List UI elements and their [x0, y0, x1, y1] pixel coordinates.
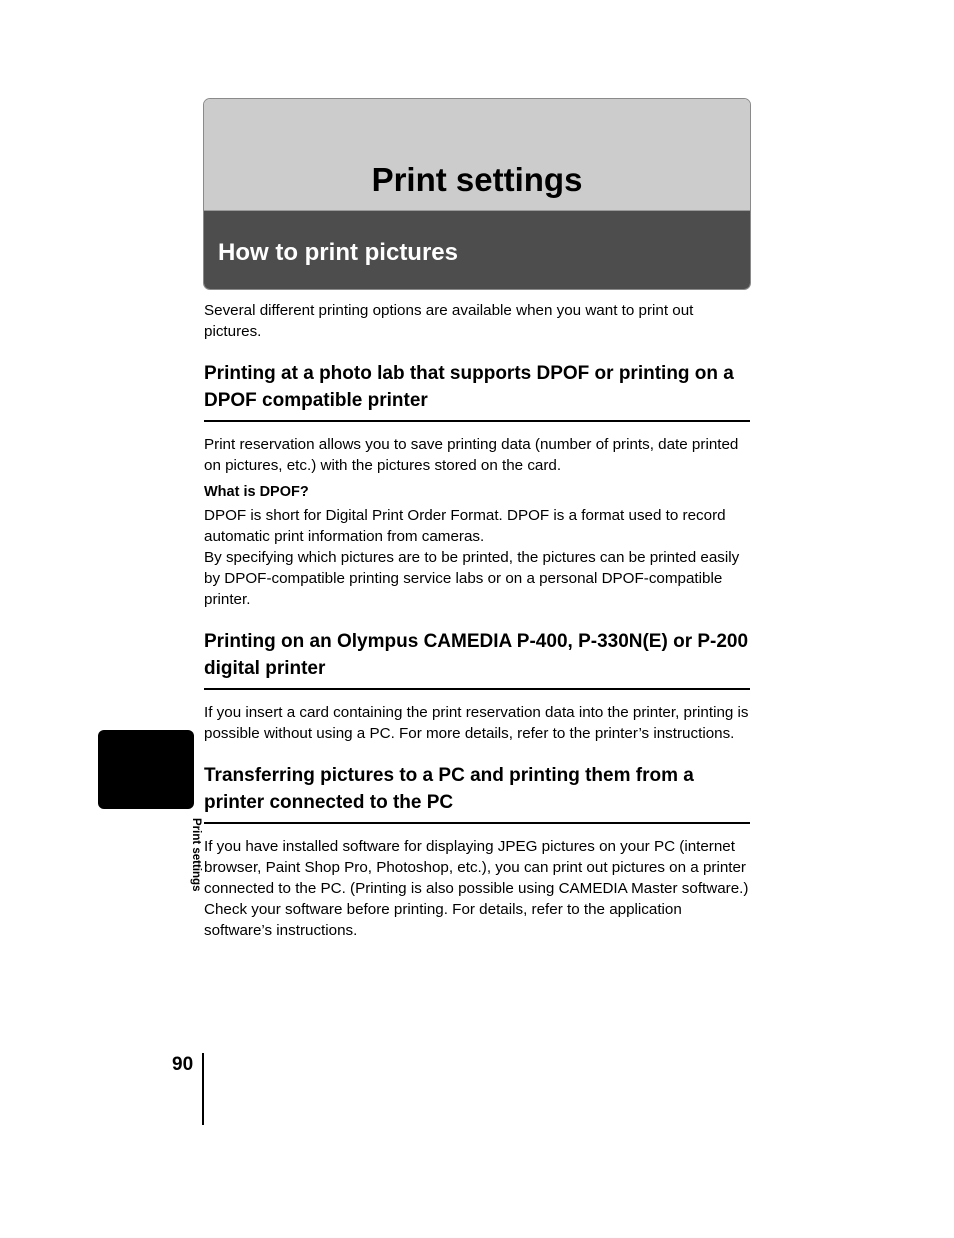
header-title-band [204, 99, 750, 211]
page-number-rule [202, 1053, 204, 1125]
paragraph-dpof-definition: DPOF is short for Digital Print Order Format. DPOF is a format used to record automatic print information from cameras. [204, 507, 726, 545]
subheading-what-is-dpof: What is DPOF? [204, 484, 309, 500]
page-title: Print settings [371, 161, 583, 198]
intro-paragraph: Several different printing options are available when you want to print out pictures. [204, 302, 694, 340]
paragraph-dpof: Print reservation allows you to save printing data (number of prints, date printed on pictures, etc.) with the pictures stored on the card. [204, 436, 739, 474]
heading-pc-printing: Transferring pictures to a PC and printing them from a printer connected to the PC [204, 763, 750, 824]
main-content [204, 300, 750, 941]
chapter-side-tab [98, 730, 194, 809]
chapter-header [203, 98, 751, 290]
heading-olympus-printer: Printing on an Olympus CAMEDIA P-400, P-330N(E) or P-200 digital printer [204, 629, 750, 690]
paragraph-dpof-usage: By specifying which pictures are to be printed, the pictures can be printed easily by DPOF-compatible printing service labs or on a personal DPOF-compatible printer. [204, 549, 740, 608]
paragraph-olympus-printer: If you insert a card containing the print reservation data into the printer, printing is possible without using a PC. For more details, refer to the printer’s instructions. [204, 704, 749, 742]
page-number: 90 [172, 1054, 194, 1075]
heading-dpof: Printing at a photo lab that supports DPOF or printing on a DPOF compatible printer [204, 361, 750, 422]
side-tab-label: Print settings [190, 818, 202, 892]
paragraph-pc-printing: If you have installed software for displaying JPEG pictures on your PC (internet browser, Paint Shop Pro, Photoshop, etc.), you can print out pictures on a printer connected to the PC. (Printing is also possible using CAMEDIA Master software.) Check your software before printing. For details, refer to the application software’s instructions. [204, 838, 749, 939]
header-section-band [204, 211, 750, 290]
section-title: How to print pictures [218, 239, 458, 266]
